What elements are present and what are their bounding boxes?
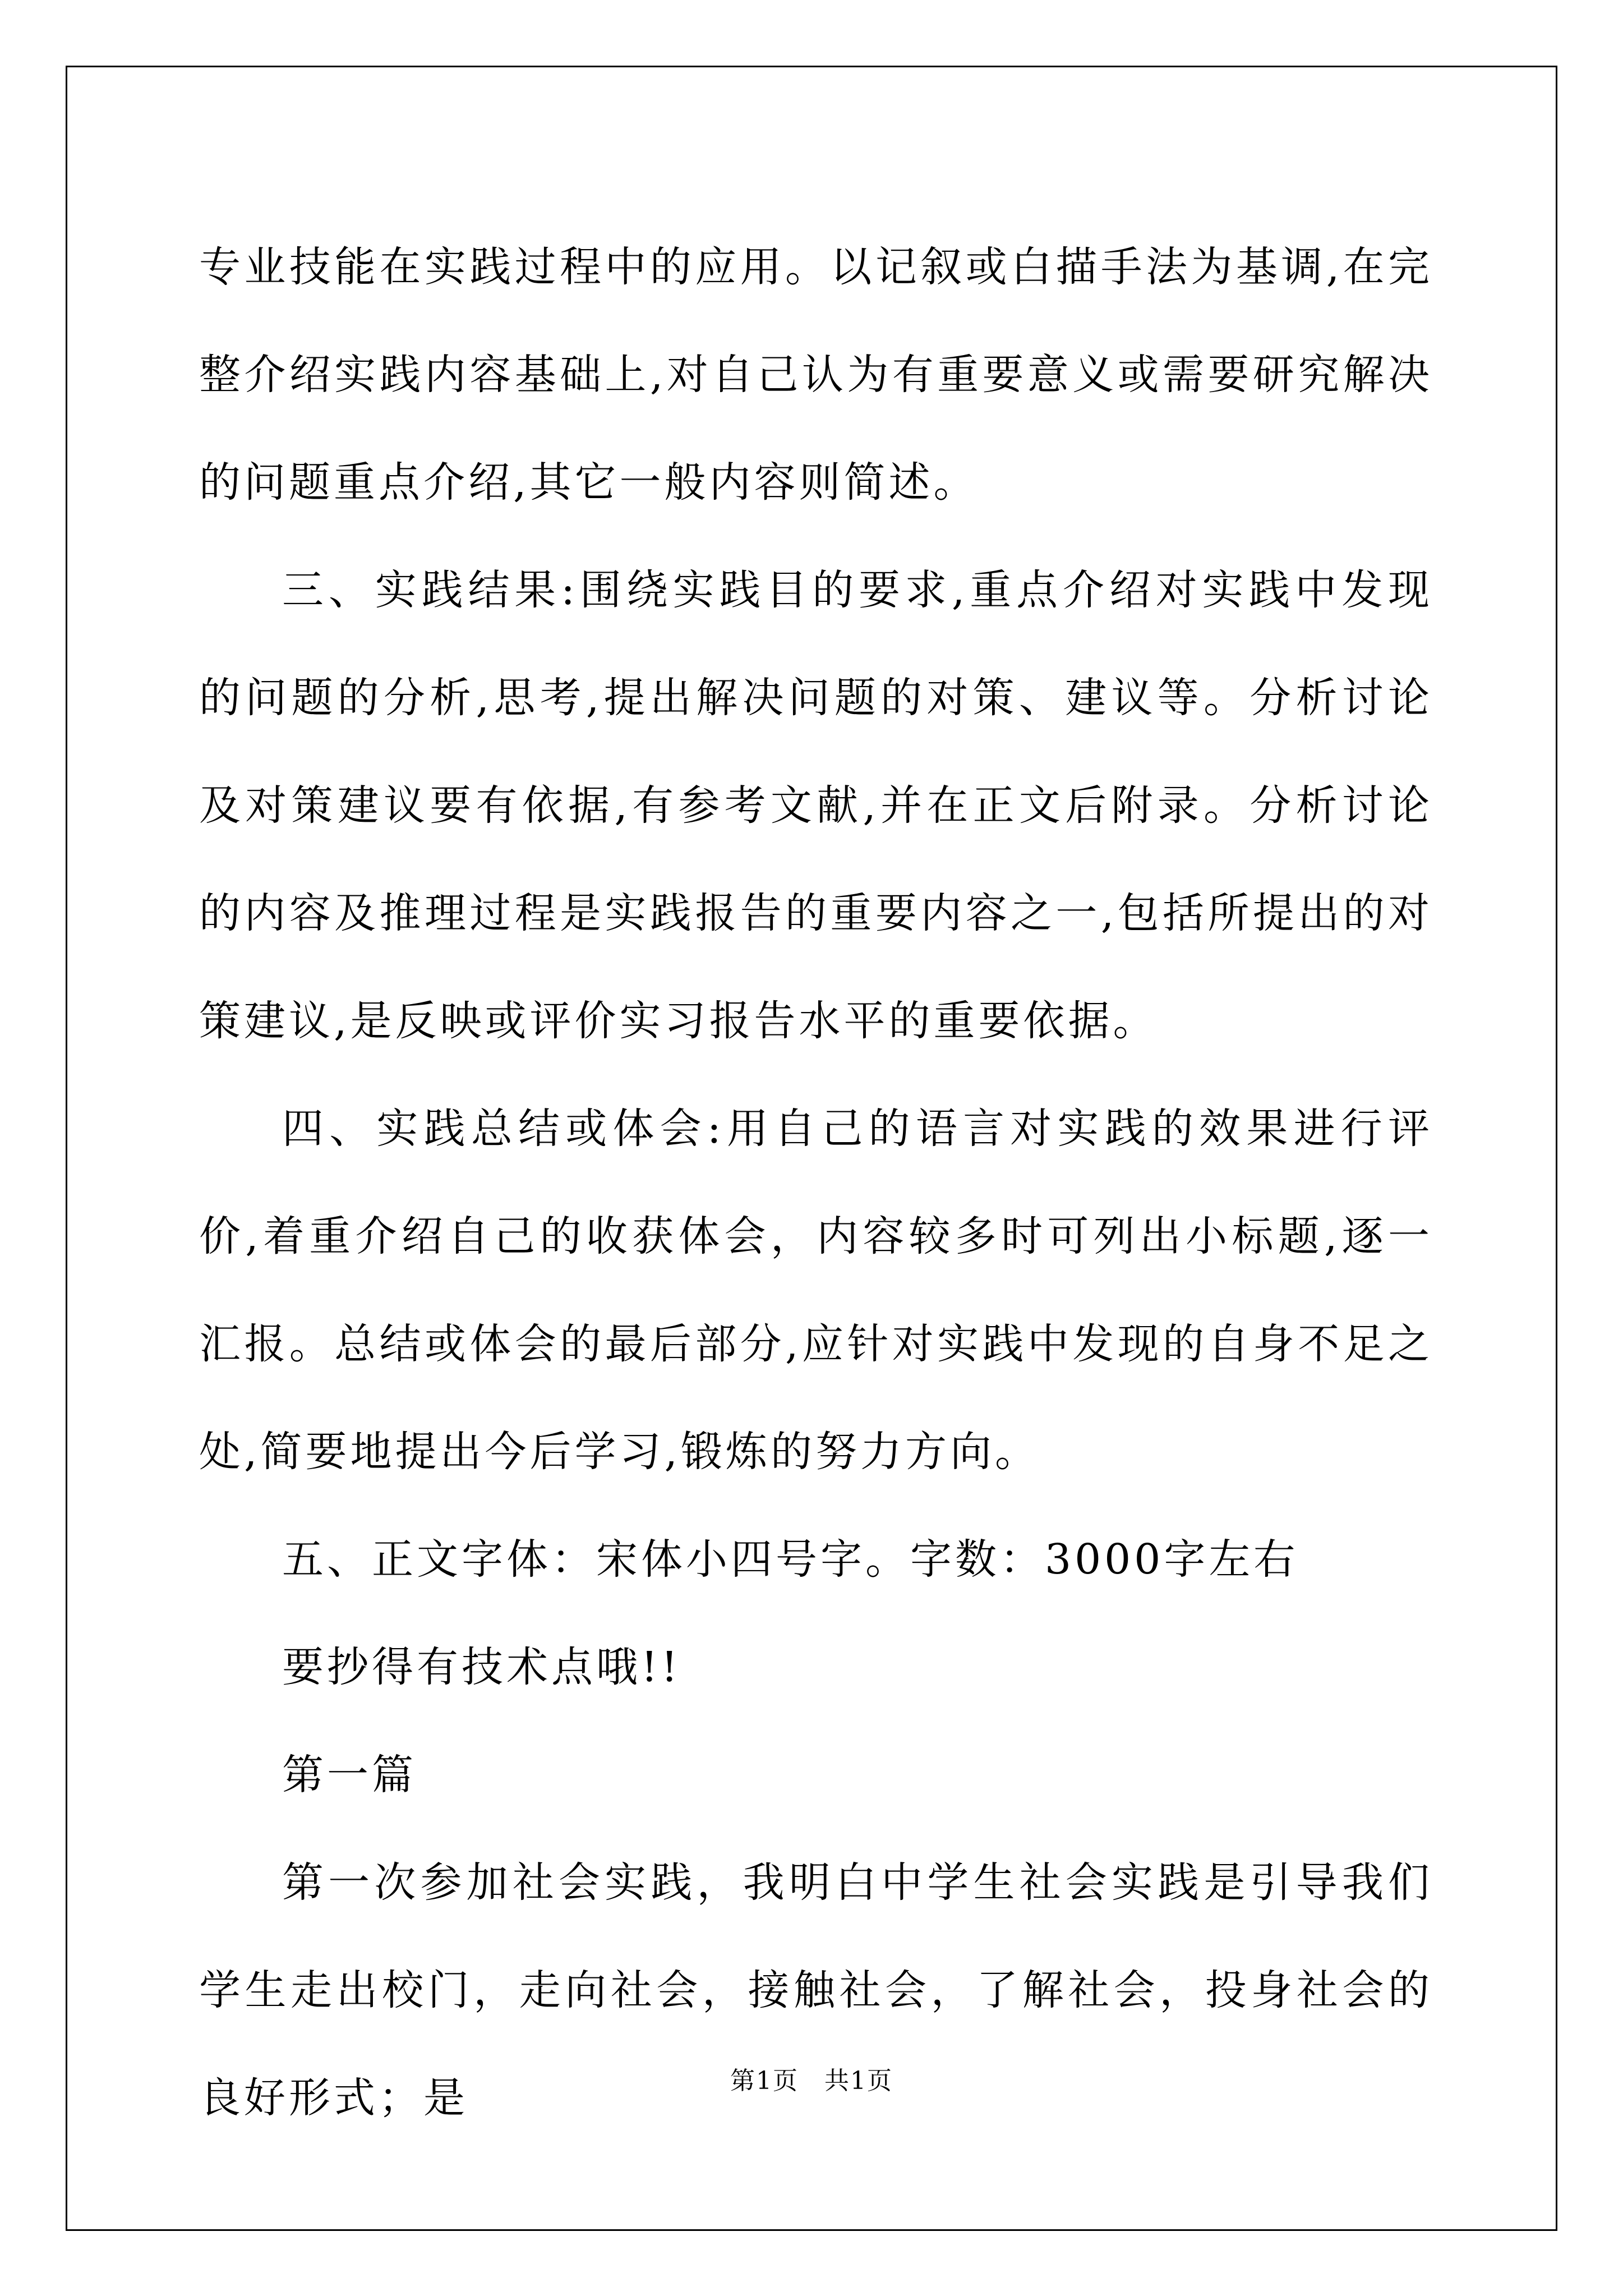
document-body bbox=[199, 213, 1433, 2152]
paragraph-6: 第一篇 bbox=[282, 1751, 417, 1799]
page-number: 第1页 共1页 bbox=[730, 2067, 893, 2095]
paragraph-3: 四、实践总结或体会:用自己的语言对实践的效果进行评价,着重介绍自己的收获体会，内容较多时可列出小标题,逐一汇报。总结或体会的最后部分,应针对实践中发现的自身不足之处,简要地提出今后学习,锻炼的努力方向。 bbox=[199, 1105, 1433, 1476]
paragraph-7: 第一次参加社会实践，我明白中学生社会实践是引导我们学生走出校门，走向社会，接触社会，了解社会，投身社会的良好形式；是 bbox=[199, 1858, 1433, 2122]
paragraph-4: 五、正文字体：宋体小四号字。字数：3000字左右 bbox=[282, 1535, 1299, 1584]
paragraph-5: 要抄得有技术点哦!! bbox=[282, 1643, 681, 1691]
paragraph-1: 专业技能在实践过程中的应用。以记叙或白描手法为基调,在完整介绍实践内容基础上,对自己认为有重要意义或需要研究解决的问题重点介绍,其它一般内容则简述。 bbox=[199, 243, 1433, 507]
paragraph-2: 三、实践结果:围绕实践目的要求,重点介绍对实践中发现的问题的分析,思考,提出解决问题的对策、建议等。分析讨论及对策建议要有依据,有参考文献,并在正文后附录。分析讨论的内容及推理过程是实践报告的重要内容之一,包括所提出的对策建议,是反映或评价实习报告水平的重要依据。 bbox=[199, 566, 1433, 1045]
page-footer bbox=[0, 2064, 1623, 2098]
